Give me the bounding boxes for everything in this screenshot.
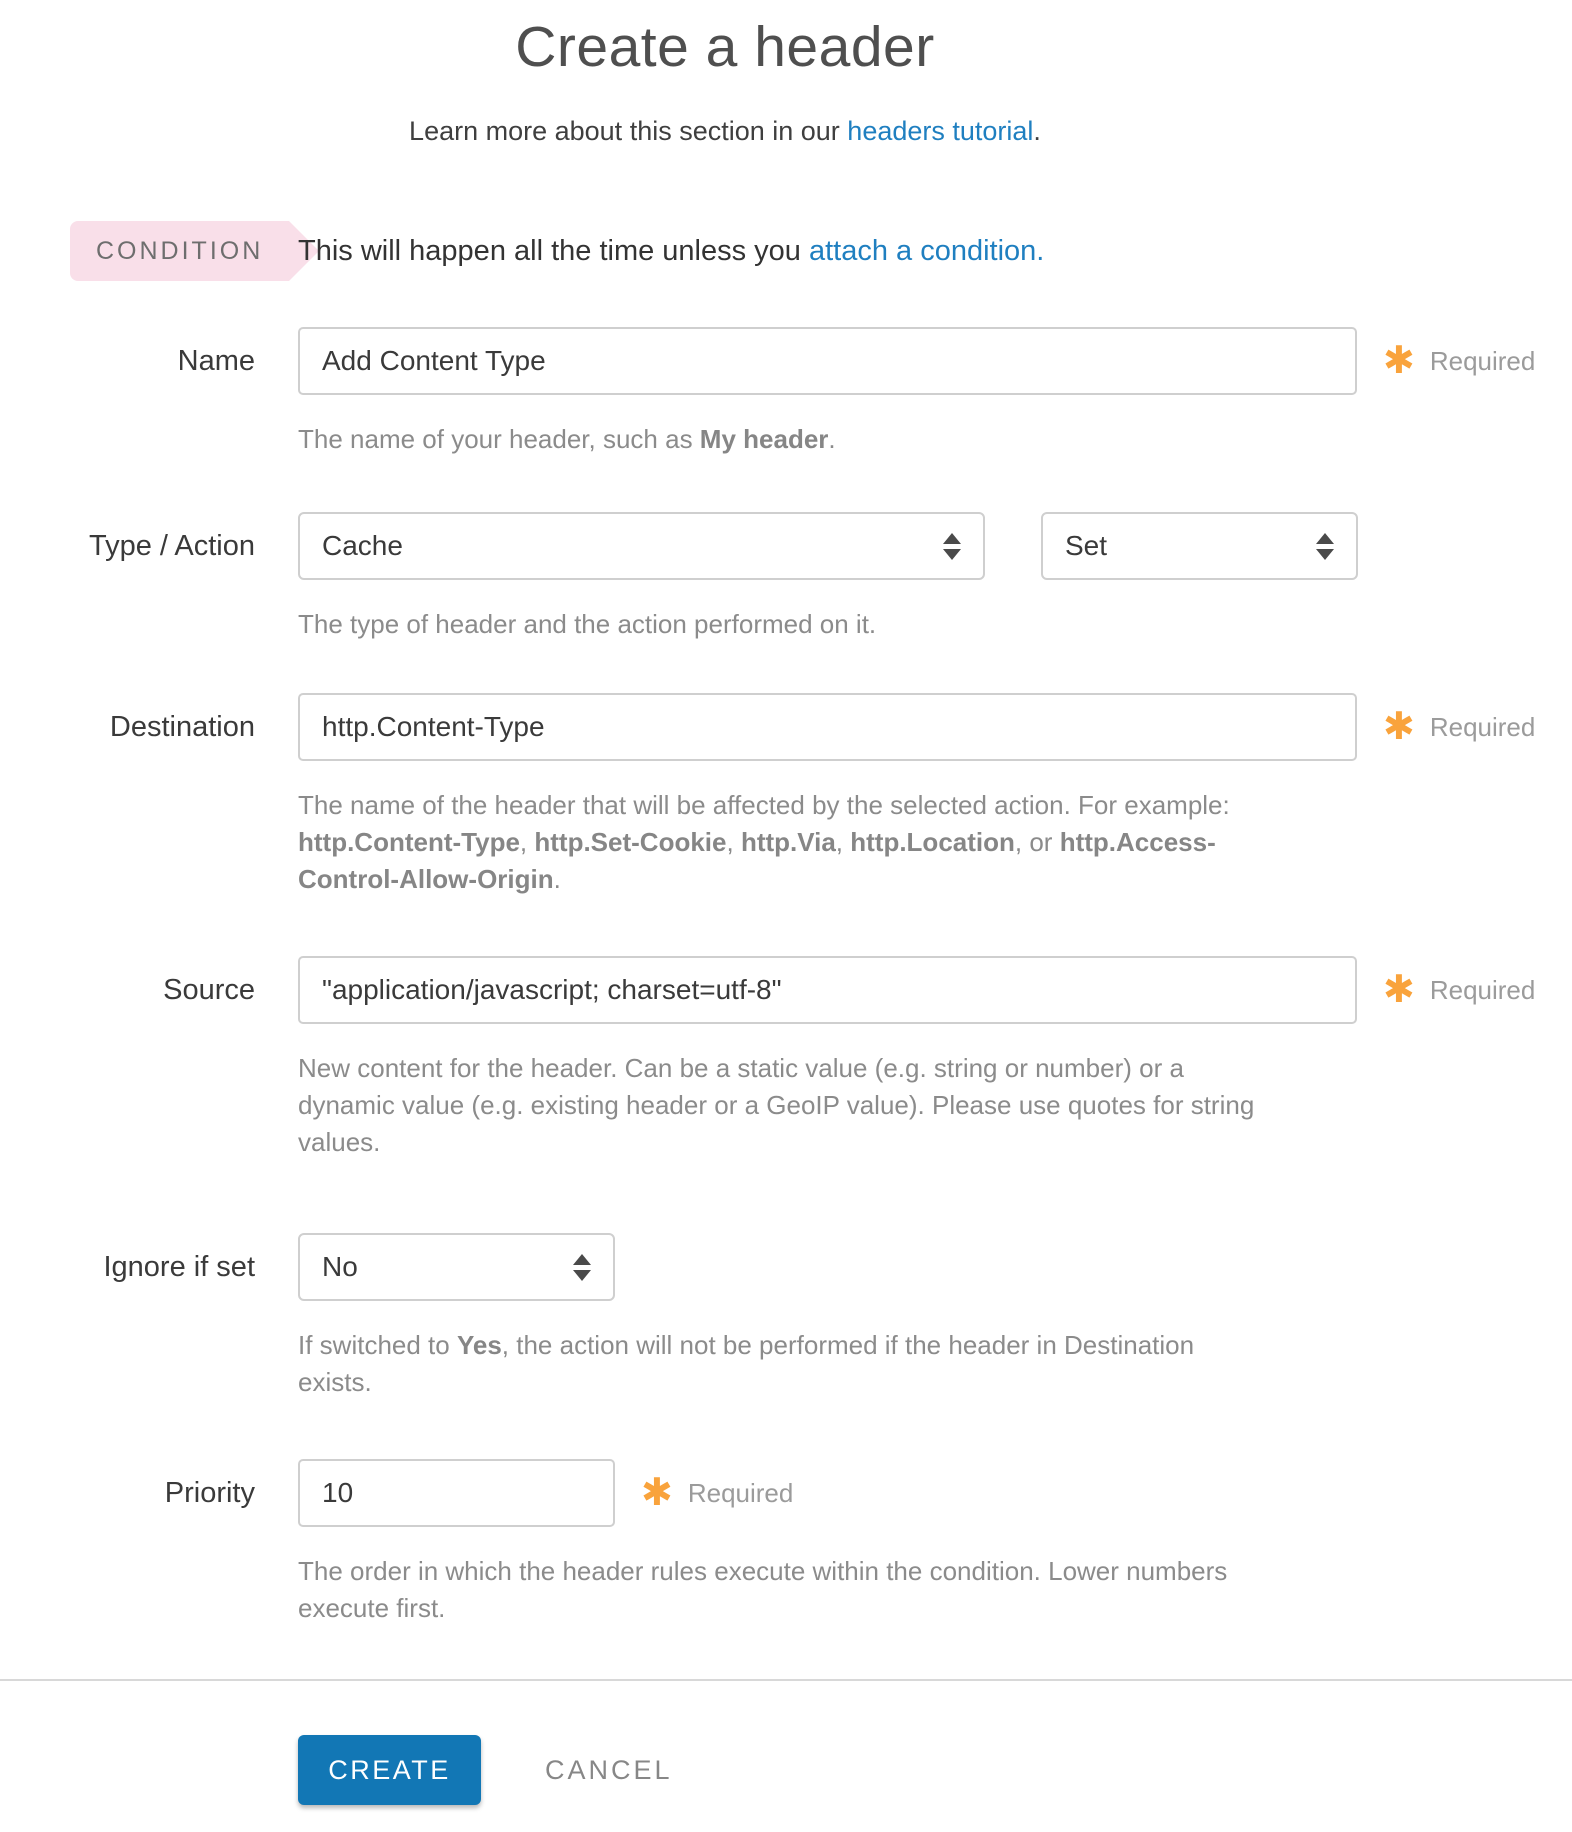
source-help-text: New content for the header. Can be a static value (e.g. string or number) or a dynamic value (e.g. existing header or a GeoIP value). Please use quotes for string values. <box>298 1053 1255 1157</box>
name-required-indicator <box>1383 342 1535 380</box>
required-label: Required <box>1429 974 1536 1005</box>
action-select-value: Set <box>1065 530 1108 561</box>
source-label: Source <box>163 974 255 1006</box>
required-label: Required <box>1429 711 1536 742</box>
ignore-if-set-row <box>0 1233 1572 1401</box>
select-arrows-icon <box>573 1254 591 1281</box>
source-row <box>0 956 1572 1161</box>
required-label: Required <box>1429 345 1536 376</box>
destination-help-text: The name of the header that will be affected by the selected action. For example: http.Content-Type, http.Set-Cookie, http.Via, http.Location, or http.Access-Control-Allow-Origin. <box>298 790 1230 894</box>
footer-divider <box>0 1679 1572 1681</box>
ignore-if-set-select-value: No <box>322 1251 358 1282</box>
destination-input[interactable] <box>298 693 1357 761</box>
required-asterisk-icon: ✱ <box>1383 706 1415 748</box>
priority-label: Priority <box>164 1477 255 1509</box>
select-arrows-icon <box>943 533 961 560</box>
required-label: Required <box>687 1477 794 1508</box>
select-arrows-icon <box>1316 533 1334 560</box>
priority-required-indicator <box>641 1474 793 1512</box>
condition-row <box>0 221 1572 281</box>
required-asterisk-icon: ✱ <box>1383 969 1415 1011</box>
type-action-help-text: The type of header and the action performed on it. <box>298 609 877 639</box>
ignore-if-set-label: Ignore if set <box>103 1251 255 1283</box>
name-label: Name <box>177 345 255 377</box>
page-subtitle: Learn more about this section in our headers tutorial. <box>409 116 1041 146</box>
ignore-if-set-select[interactable] <box>298 1233 615 1301</box>
type-action-label: Type / Action <box>88 530 255 562</box>
destination-label: Destination <box>109 711 255 743</box>
type-select-value: Cache <box>322 530 403 561</box>
type-select[interactable] <box>298 512 985 580</box>
footer-actions <box>298 1735 1572 1805</box>
name-input[interactable] <box>298 327 1357 395</box>
destination-row <box>0 693 1572 898</box>
required-asterisk-icon: ✱ <box>1383 340 1415 382</box>
priority-help-text: The order in which the header rules execute within the condition. Lower numbers execute first. <box>298 1556 1228 1623</box>
name-help-text: The name of your header, such as My header. <box>298 424 836 454</box>
cancel-button[interactable]: CANCEL <box>545 1754 673 1785</box>
priority-row <box>0 1459 1572 1627</box>
condition-text: This will happen all the time unless you attach a condition. <box>298 234 1045 267</box>
destination-required-indicator <box>1383 708 1535 746</box>
page-header <box>0 0 1450 147</box>
page-title: Create a header <box>515 15 935 79</box>
source-required-indicator <box>1383 971 1535 1009</box>
name-row <box>0 327 1572 458</box>
create-button[interactable]: CREATE <box>298 1735 481 1805</box>
priority-input[interactable] <box>298 1459 615 1527</box>
ignore-if-set-help-text: If switched to Yes, the action will not be performed if the header in Destination exists. <box>298 1330 1195 1397</box>
source-input[interactable] <box>298 956 1357 1024</box>
type-action-row <box>0 512 1572 643</box>
condition-badge: CONDITION <box>70 221 289 281</box>
required-asterisk-icon: ✱ <box>641 1472 673 1514</box>
action-select[interactable] <box>1041 512 1358 580</box>
